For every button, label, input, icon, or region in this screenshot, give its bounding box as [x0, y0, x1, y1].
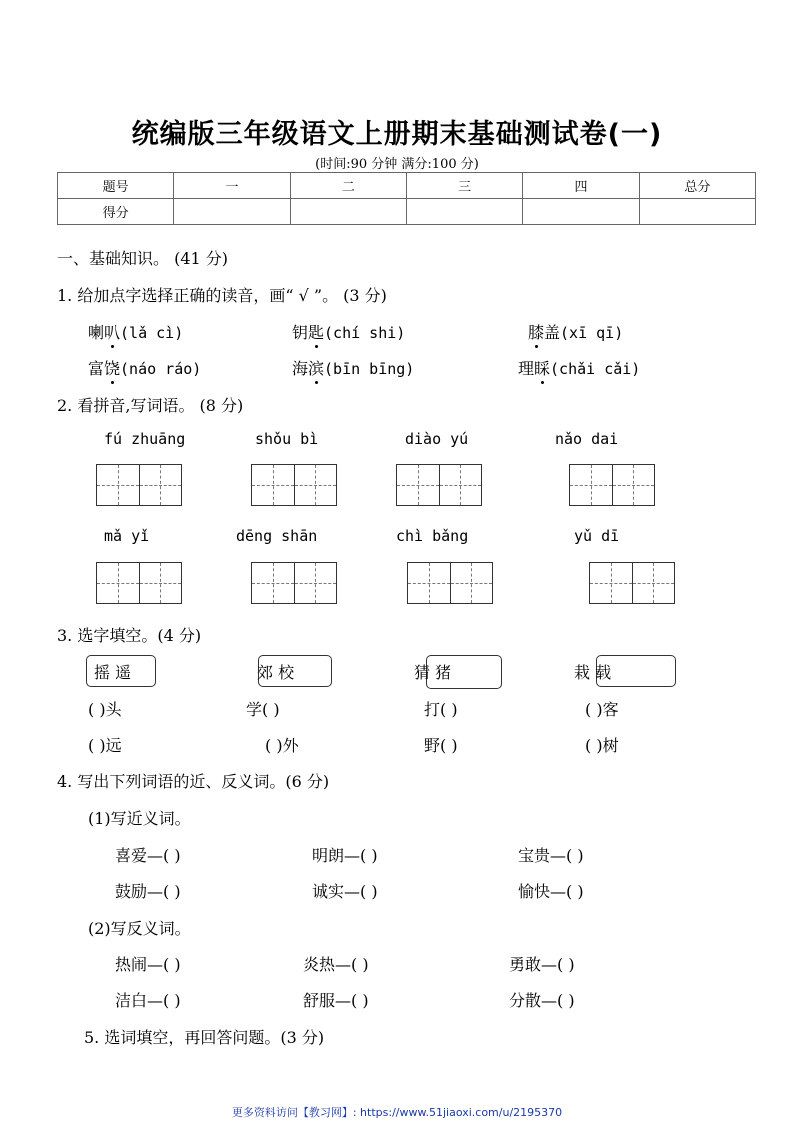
score-cell[interactable]: [290, 199, 406, 225]
fill-blank[interactable]: ( )远: [88, 736, 122, 755]
pronunciation-item: 海滨(bīn bīng): [292, 356, 414, 379]
score-cell[interactable]: [523, 199, 639, 225]
score-header-cell: 四: [523, 173, 639, 199]
sub-question-label: (2)写反义词。: [88, 919, 191, 938]
pinyin-prompt: chì bǎng: [396, 527, 469, 545]
pinyin-prompt: fú zhuāng: [104, 430, 186, 448]
score-header-cell: 一: [174, 173, 290, 199]
pinyin-prompt: dēng shān: [236, 527, 318, 545]
footer-link[interactable]: 更多资料访问【教习网】: https://www.51jiaoxi.com/u/2195370: [231, 1106, 563, 1119]
synonym-item[interactable]: 愉快—( ): [518, 882, 584, 901]
page-title: 统编版三年级语文上册期末基础测试卷(一): [131, 119, 663, 150]
fill-blank[interactable]: 学( ): [246, 700, 280, 719]
score-table-header-row: [58, 173, 756, 199]
antonym-item[interactable]: 炎热—( ): [303, 955, 369, 974]
score-table-score-row: [58, 199, 756, 225]
section-heading: 一、基础知识。 (41 分): [57, 249, 229, 268]
pronunciation-item: 膝盖(xī qī): [528, 320, 623, 343]
synonym-item[interactable]: 喜爱—( ): [115, 846, 181, 865]
pronunciation-item: 富饶(náo ráo): [88, 356, 201, 379]
char-choice: 郊 校: [257, 663, 295, 682]
writing-grid[interactable]: [569, 464, 655, 506]
score-cell[interactable]: [639, 199, 755, 225]
antonym-item[interactable]: 分散—( ): [509, 991, 575, 1010]
pinyin-prompt: diào yú: [405, 430, 469, 448]
score-header-cell: 三: [406, 173, 522, 199]
pinyin-prompt: mǎ yǐ: [104, 527, 150, 545]
pronunciation-item: 钥匙(chí shi): [292, 320, 405, 343]
antonym-item[interactable]: 舒服—( ): [303, 991, 369, 1010]
fill-blank[interactable]: ( )头: [88, 700, 122, 719]
antonym-item[interactable]: 洁白—( ): [115, 991, 181, 1010]
score-cell[interactable]: [174, 199, 290, 225]
question-3-label: 3. 选字填空。(4 分): [57, 626, 202, 645]
char-choice: 摇 遥: [94, 663, 132, 682]
writing-grid[interactable]: [96, 562, 182, 604]
question-1-label: 1. 给加点字选择正确的读音，画“ √ ”。 (3 分): [57, 286, 387, 305]
question-5-label: 5. 选词填空，再回答问题。(3 分): [84, 1028, 325, 1047]
pinyin-prompt: shǒu bì: [255, 430, 319, 448]
score-header-cell: 题号: [58, 173, 174, 199]
writing-grid[interactable]: [396, 464, 482, 506]
question-2-label: 2. 看拼音,写词语。 (8 分): [57, 396, 244, 415]
score-header-cell: 总分: [639, 173, 755, 199]
fill-blank[interactable]: ( )外: [265, 736, 299, 755]
writing-grid[interactable]: [407, 562, 493, 604]
pronunciation-item: 理睬(chǎi cǎi): [518, 356, 640, 379]
fill-blank[interactable]: 野( ): [424, 736, 458, 755]
pinyin-prompt: nǎo dai: [555, 430, 619, 448]
fill-blank[interactable]: 打( ): [424, 700, 458, 719]
sub-question-label: (1)写近义词。: [88, 809, 191, 828]
writing-grid[interactable]: [251, 562, 337, 604]
pinyin-prompt: yǔ dī: [574, 527, 620, 545]
writing-grid[interactable]: [589, 562, 675, 604]
synonym-item[interactable]: 鼓励—( ): [115, 882, 181, 901]
score-header-cell: 二: [290, 173, 406, 199]
score-row-label: 得分: [58, 199, 174, 225]
question-4-label: 4. 写出下列词语的近、反义词。(6 分): [57, 772, 330, 791]
antonym-item[interactable]: 勇敢—( ): [509, 955, 575, 974]
score-cell[interactable]: [406, 199, 522, 225]
antonym-item[interactable]: 热闹—( ): [115, 955, 181, 974]
char-choice: 栽 载: [574, 663, 612, 682]
synonym-item[interactable]: 宝贵—( ): [518, 846, 584, 865]
fill-blank[interactable]: ( )树: [585, 736, 619, 755]
char-choice: 猜 猪: [414, 663, 452, 682]
synonym-item[interactable]: 诚实—( ): [312, 882, 378, 901]
pronunciation-item: 喇叭(lǎ cì): [88, 320, 183, 343]
writing-grid[interactable]: [251, 464, 337, 506]
exam-subtitle: (时间:90 分钟 满分:100 分): [315, 157, 479, 172]
writing-grid[interactable]: [96, 464, 182, 506]
synonym-item[interactable]: 明朗—( ): [312, 846, 378, 865]
fill-blank[interactable]: ( )客: [585, 700, 619, 719]
score-table: [57, 172, 756, 225]
